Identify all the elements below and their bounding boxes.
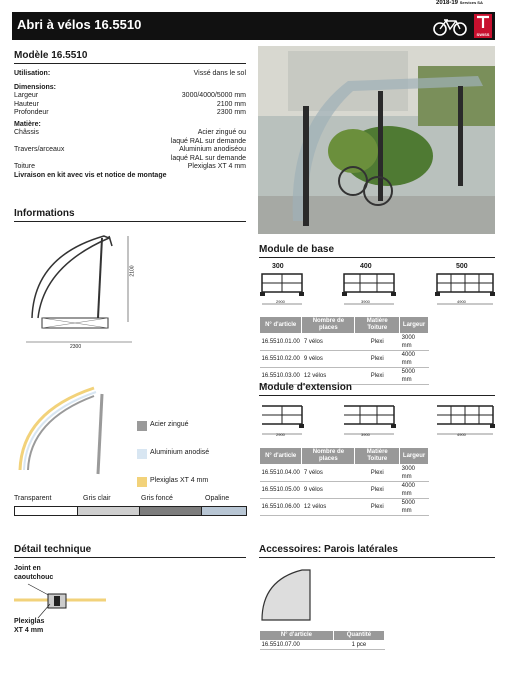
extension-dim-1: 2900: [276, 432, 285, 437]
finish-label-light-grey: Gris clair: [83, 495, 111, 502]
model-heading: Modèle 16.5510: [14, 50, 246, 64]
col-quantite: Quantité: [333, 631, 384, 641]
base-dim-1: 2900: [276, 299, 285, 304]
page-title: Abri à vélos 16.5510: [17, 17, 142, 32]
table-row: 16.5510.01.00 7 vélos Plexi 3000 mm: [260, 334, 429, 351]
finish-label-dark-grey: Gris foncé: [141, 495, 173, 502]
brand-logo: SWISS: [474, 14, 492, 38]
legend-label-plexiglas: Plexiglas XT 4 mm: [150, 477, 209, 484]
extension-module-table: [259, 447, 429, 516]
height-dimension: 2100: [129, 265, 136, 277]
col-largeur: Largeur: [400, 317, 429, 334]
informations-heading: Informations: [14, 208, 246, 222]
edition-year: 2018-19 Services SA: [436, 0, 483, 6]
col-matiere: Matière Toiture: [355, 448, 400, 465]
col-article: N° d'article: [260, 317, 302, 334]
side-panel-drawing: [258, 566, 318, 626]
col-article: N° d'article: [260, 631, 334, 641]
base-dim-3: 4900: [457, 299, 466, 304]
base-size-300: 300: [272, 263, 284, 270]
col-article: N° d'article: [260, 448, 302, 465]
base-size-400: 400: [360, 263, 372, 270]
col-largeur: Largeur: [400, 448, 429, 465]
bicycle-icon: [432, 18, 468, 36]
side-view-drawing: [14, 226, 144, 356]
table-header-row: [260, 631, 385, 641]
legend-swatch-steel: [137, 421, 147, 431]
table-header-row: [260, 317, 429, 334]
base-module-drawings: [259, 270, 495, 312]
legend-swatch-plexiglas: [137, 477, 147, 487]
finish-swatch-light-grey: [77, 506, 145, 516]
col-matiere: Matière Toiture: [355, 317, 400, 334]
extension-dim-2: 3900: [361, 432, 370, 437]
finish-swatch-opaline: [201, 506, 247, 516]
base-module-heading: Module de base: [259, 244, 495, 258]
table-row: 16.5510.06.00 12 vélos Plexi 5000 mm: [260, 499, 429, 516]
title-bar: [12, 12, 495, 40]
product-photo: [258, 46, 495, 234]
model-specs: Utilisation: Vissé dans le sol Dimensions: Largeur 3000/4000/5000 mm Hauteur 2100 mm Profondeur 2300 mm Matière: Châssis Acier zingué ou laqué RAL sur demande Travers/arceaux Aluminium anodiséou laqué RAL sur demande Toiture Plexiglas XT 4 mm Livraison en kit avec vis et notice de montage: [14, 70, 246, 179]
finish-swatch-transparent: [14, 506, 82, 516]
col-places: Nombre de places: [302, 448, 355, 465]
table-row: 16.5510.03.00 12 vélos Plexi 5000 mm: [260, 368, 429, 385]
plexi-label: Plexiglas XT 4 mm: [14, 618, 45, 634]
base-module-table: [259, 316, 429, 385]
table-row: 16.5510.05.00 9 vélos Plexi 4000 mm: [260, 482, 429, 499]
depth-dimension: 2300: [70, 344, 82, 350]
base-dim-2: 3900: [361, 299, 370, 304]
table-row: 16.5510.07.00 1 pce: [260, 641, 385, 650]
col-places: Nombre de places: [302, 317, 355, 334]
legend-swatch-aluminium: [137, 449, 147, 459]
finish-swatch-dark-grey: [139, 506, 207, 516]
table-row: 16.5510.02.00 9 vélos Plexi 4000 mm: [260, 351, 429, 368]
detail-heading: Détail technique: [14, 544, 246, 558]
material-drawing: [14, 382, 124, 482]
extension-module-heading: Module d'extension: [259, 382, 495, 396]
accessories-table: [259, 630, 385, 650]
legend-label-aluminium: Aluminium anodisé: [150, 449, 210, 456]
table-header-row: [260, 448, 429, 465]
technical-detail-drawing: [14, 582, 114, 622]
joint-label: Joint en caoutchouc: [14, 565, 54, 581]
base-size-500: 500: [456, 263, 468, 270]
finish-label-opaline: Opaline: [205, 495, 230, 502]
table-row: 16.5510.04.00 7 vélos Plexi 3000 mm: [260, 465, 429, 482]
finish-label-transparent: Transparent: [14, 495, 52, 502]
extension-dim-3: 4900: [457, 432, 466, 437]
legend-label-steel: Acier zingué: [150, 421, 189, 428]
accessories-heading: Accessoires: Parois latérales: [259, 544, 495, 558]
